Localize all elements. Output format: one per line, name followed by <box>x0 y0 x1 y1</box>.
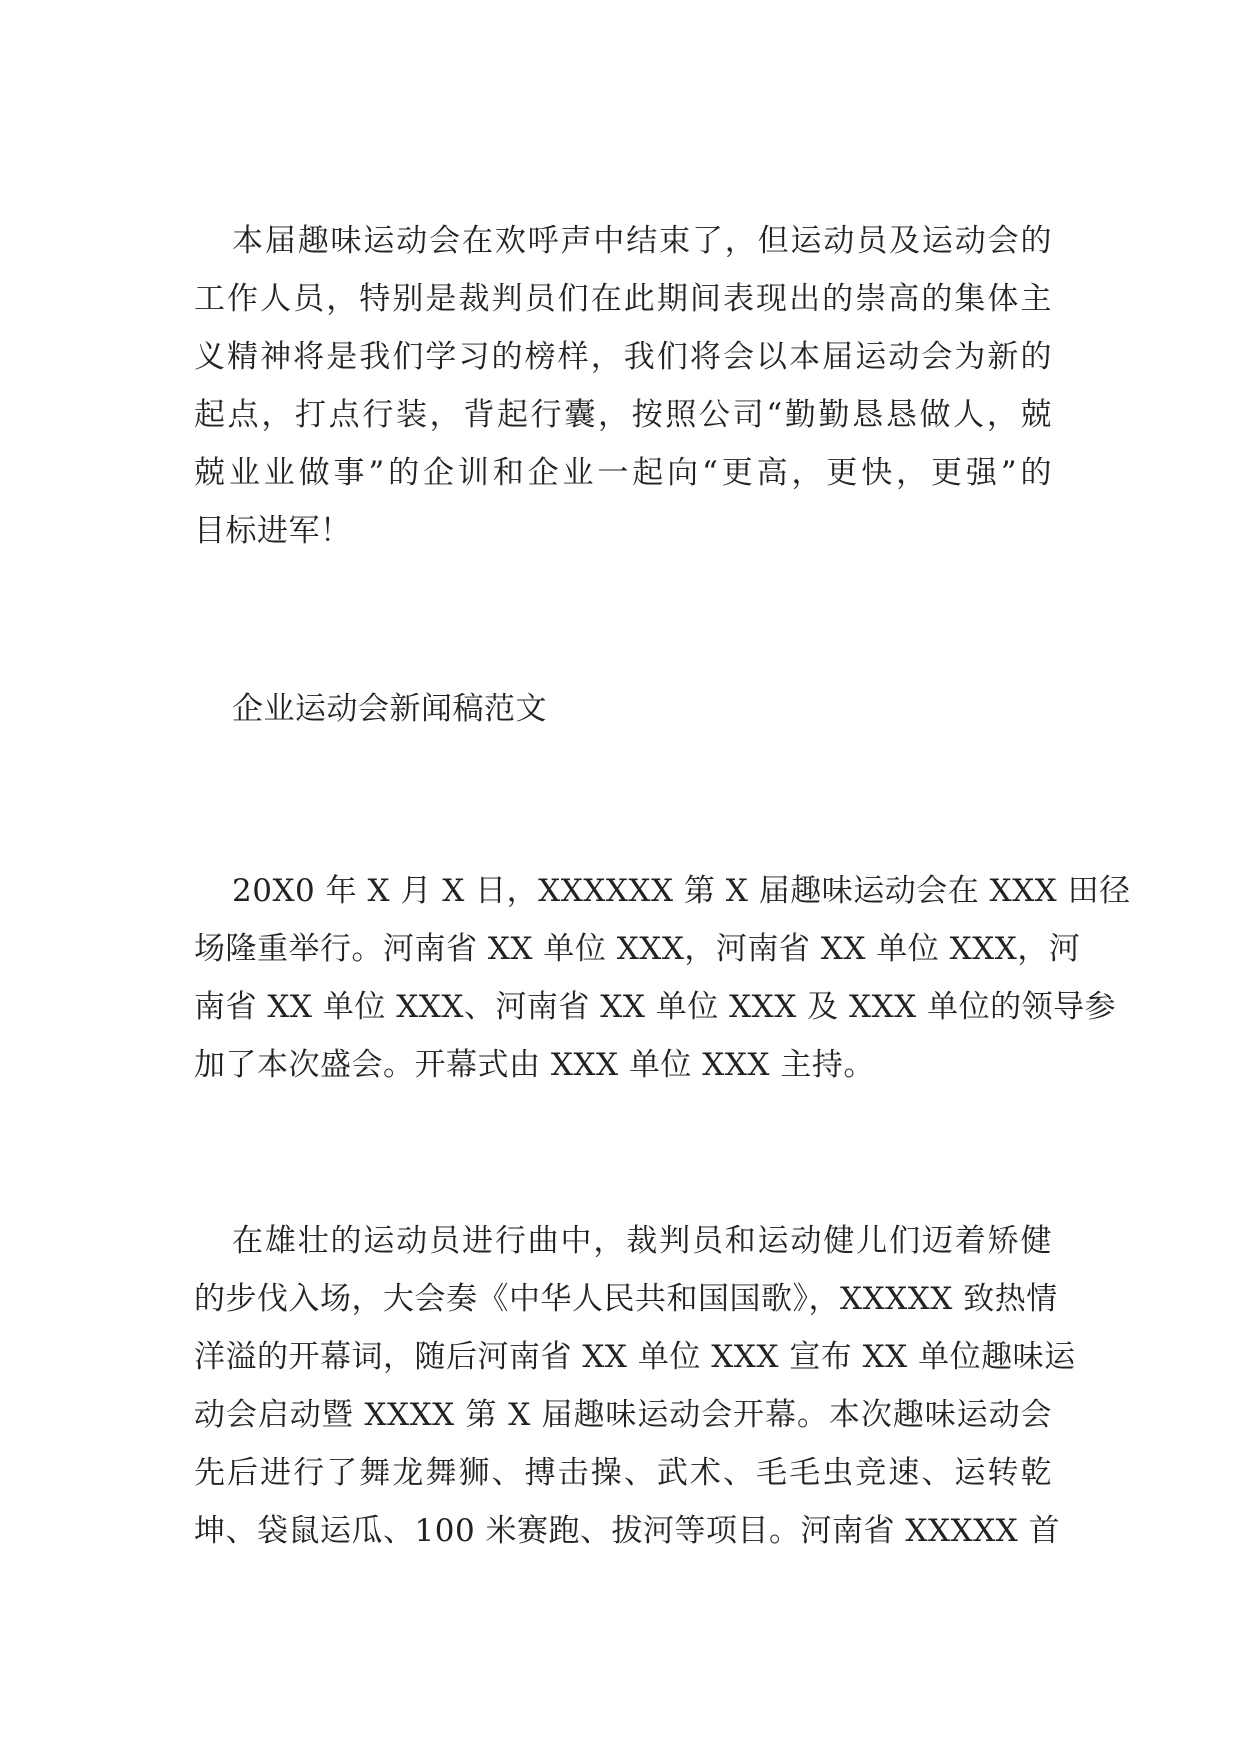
paragraph-line: 本届趣味运动会在欢呼声中结束了，但运动员及运动会的 <box>232 223 1052 259</box>
paragraph-line: 兢业业做事”的企训和企业一起向“更高，更快，更强”的 <box>194 455 1052 491</box>
paragraph-line: 先后进行了舞龙舞狮、搏击操、武术、毛毛虫竞速、运转乾 <box>194 1455 1052 1491</box>
paragraph-line: 的步伐入场，大会奏《中华人民共和国国歌》，XXXXX 致热情 <box>194 1281 1058 1317</box>
paragraph-line: 加了本次盛会。开幕式由 XXX 单位 XXX 主持。 <box>194 1047 875 1083</box>
paragraph-opening-ceremony <box>194 1212 1076 1560</box>
paragraph-line: 目标进军！ <box>194 513 352 549</box>
paragraph-line: 工作人员，特别是裁判员们在此期间表现出的崇高的集体主 <box>194 281 1052 317</box>
paragraph-event-intro <box>194 862 1131 1094</box>
paragraph-line: 场隆重举行。河南省 XX 单位 XXX，河南省 XX 单位 XXX，河 <box>194 931 1081 967</box>
paragraph-line: 洋溢的开幕词，随后河南省 XX 单位 XXX 宣布 XX 单位趣味运 <box>194 1339 1076 1375</box>
paragraph-line: 南省 XX 单位 XXX、河南省 XX 单位 XXX 及 XXX 单位的领导参 <box>194 989 1117 1025</box>
paragraph-line: 20X0 年 X 月 X 日，XXXXXX 第 X 届趣味运动会在 XXX 田径 <box>232 873 1131 909</box>
paragraph-line: 在雄壮的运动员进行曲中，裁判员和运动健儿们迈着矫健 <box>232 1223 1052 1259</box>
paragraph-line: 起点，打点行装，背起行囊，按照公司“勤勤恳恳做人，兢 <box>194 397 1052 433</box>
paragraph-line: 义精神将是我们学习的榜样，我们将会以本届运动会为新的 <box>194 339 1052 375</box>
article-heading: 企业运动会新闻稿范文 <box>232 691 547 727</box>
paragraph-line: 动会启动暨 XXXX 第 X 届趣味运动会开幕。本次趣味运动会 <box>194 1397 1052 1433</box>
paragraph-line: 坤、袋鼠运瓜、100 米赛跑、拔河等项目。河南省 XXXXX 首 <box>194 1513 1061 1549</box>
paragraph-closing-remarks <box>194 212 1052 560</box>
